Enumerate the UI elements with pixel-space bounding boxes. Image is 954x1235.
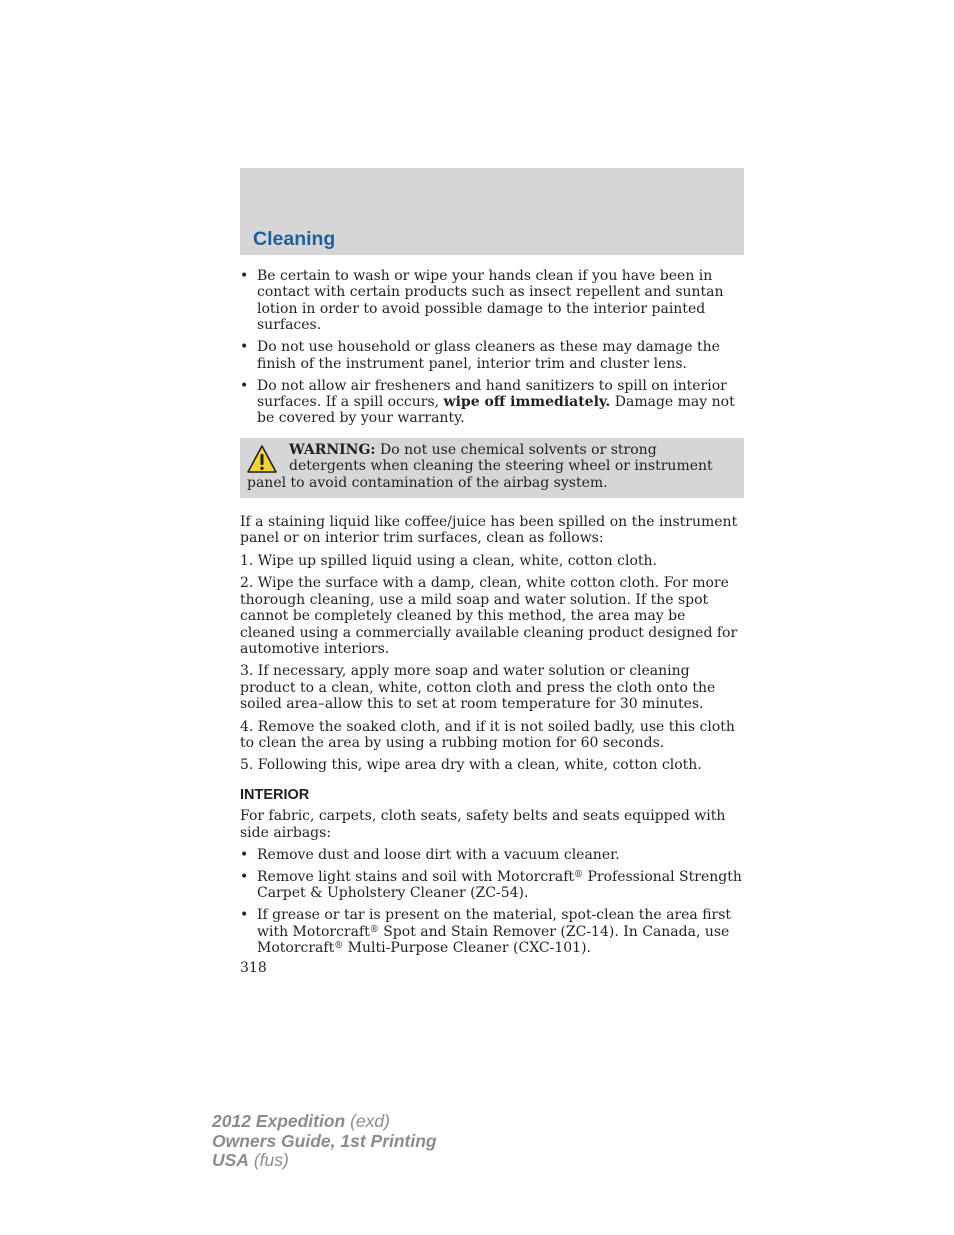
section-header-band: [240, 168, 744, 255]
stain-intro: If a staining liquid like coffee/juice has been spilled on the instrument panel or on interior trim surfaces, clean as follows:: [240, 514, 738, 547]
step-1: 1. Wipe up spilled liquid using a clean, white, cotton cloth.: [240, 552, 657, 569]
intro-bullet-list: [240, 268, 744, 427]
list-item: • Remove light stains and soil with Motorcraft® Professional Strength Carpet & Upholstery Cleaner (ZC-54).: [240, 868, 742, 902]
step-3: 3. If necessary, apply more soap and water solution or cleaning product to a clean, white, cotton cloth and press the cloth onto the soiled area–allow this to set at room temperature for 30 minutes.: [240, 663, 716, 713]
list-item: • Do not use household or glass cleaners as these may damage the finish of the instrument panel, interior trim and cluster lens.: [240, 339, 720, 372]
list-item: • Remove dust and loose dirt with a vacuum cleaner.: [240, 846, 620, 863]
footer-line-1: 2012 Expedition (exd): [212, 1111, 390, 1131]
section-title: Cleaning: [253, 228, 336, 250]
warning-box: [240, 438, 744, 498]
interior-heading: INTERIOR: [240, 786, 310, 803]
interior-bullet-list: [240, 847, 744, 957]
list-item: • If grease or tar is present on the material, spot-clean the area first with Motorcraft® Spot and Stain Remover (ZC-14). In Canada, use Motorcraft® Multi-Purpose Cleaner (CXC-101).: [240, 907, 732, 957]
warning-text: Do not use chemical solvents or strong detergents when cleaning the steering wheel or instrument panel to avoid contamination of the airbag system.: [247, 441, 713, 491]
page-number: 318: [240, 960, 267, 977]
footer-line-2: Owners Guide, 1st Printing: [212, 1130, 437, 1151]
footer-line-3: USA (fus): [212, 1150, 289, 1170]
page-content: [240, 268, 744, 977]
step-2: 2. Wipe the surface with a damp, clean, white cotton cloth. For more thorough cleaning, use a mild soap and water solution. If the spot cannot be completely cleaned by this method, the area may be cleaned using a commercially available cleaning product designed for automotive interiors.: [240, 575, 738, 657]
interior-intro: For fabric, carpets, cloth seats, safety belts and seats equipped with side airbags:: [240, 808, 726, 841]
step-5: 5. Following this, wipe area dry with a clean, white, cotton cloth.: [240, 757, 702, 774]
warning-triangle-icon: [247, 444, 277, 474]
list-item: • Do not allow air fresheners and hand sanitizers to spill on interior surfaces. If a spill occurs, wipe off immediately. Damage may not be covered by your warranty.: [240, 377, 735, 427]
warning-label: WARNING:: [289, 441, 376, 458]
list-item: • Be certain to wash or wipe your hands clean if you have been in contact with certain products such as insect repellent and suntan lotion in order to avoid possible damage to the interior painted surfaces.: [240, 268, 724, 334]
document-footer: [212, 1112, 437, 1171]
step-4: 4. Remove the soaked cloth, and if it is not soiled badly, use this cloth to clean the area by using a rubbing motion for 60 seconds.: [240, 718, 735, 751]
